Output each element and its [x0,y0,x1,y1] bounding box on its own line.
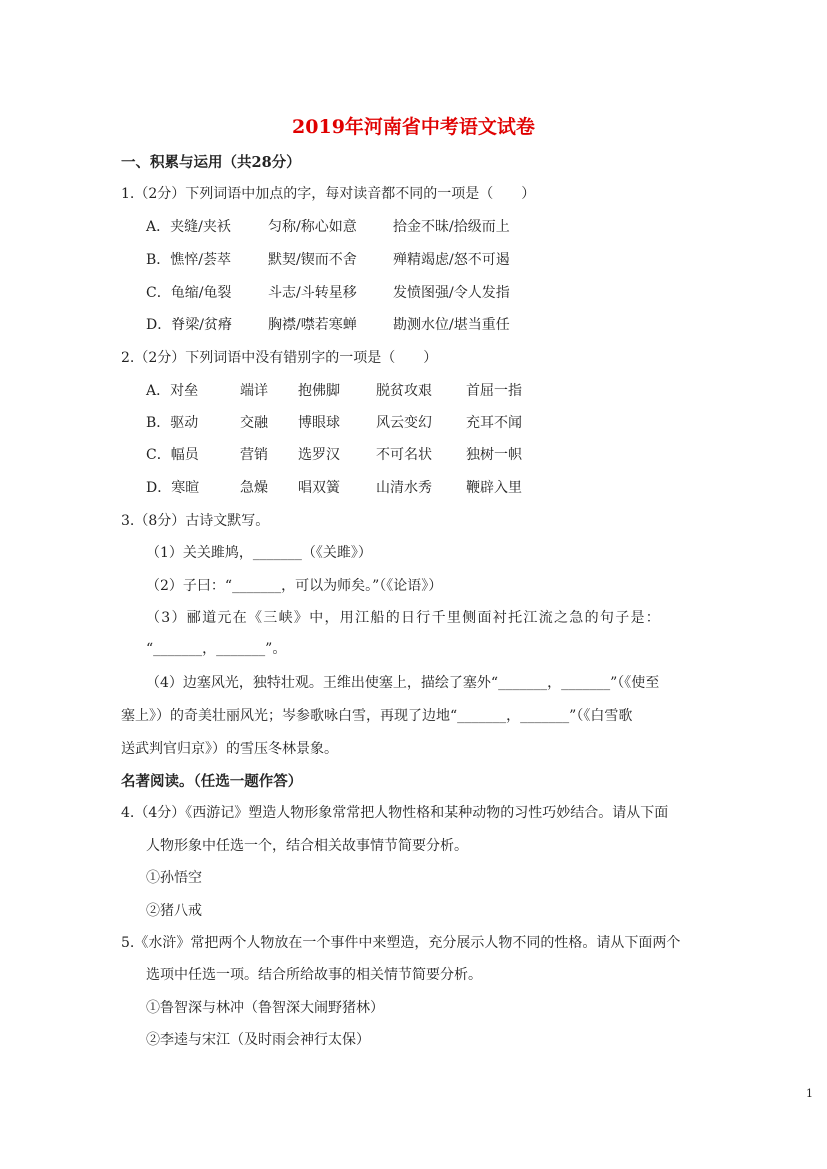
q2-option-b-word-2: 博眼球 [298,415,340,431]
q2-option-d-word-4: 鞭辟入里 [466,480,522,496]
q2-option-c-word-1: 营销 [240,447,268,463]
q2-option-a-word-4: 首屈一指 [466,383,522,399]
q1-option-d-label: D．脊梁/贫瘠 [146,317,232,333]
question-1-stem: 1.（2分）下列词语中加点的字，每对读音都不同的一项是（ ） [121,186,536,202]
q1-option-c-word-1: 斗志/斗转星移 [268,285,357,301]
question-3-stem: 3.（8分）古诗文默写。 [121,513,270,529]
question-3-item-2: （2）子曰：“_______，可以为师矣。”（《论语》） [146,578,443,594]
q2-option-a-word-2: 抱佛脚 [298,383,340,399]
q2-option-c-word-2: 选罗汉 [298,447,340,463]
question-4-stem-line-1: 4.（4分）《西游记》塑造人物形象常常把人物性格和某种动物的习性巧妙结合。请从下面 [121,805,669,821]
q2-option-b-word-4: 充耳不闻 [466,415,522,431]
q2-option-c-label: C．幅员 [146,447,199,463]
q2-option-b-word-3: 风云变幻 [376,415,432,431]
question-5-option-1: ①鲁智深与林冲（鲁智深大闹野猪林） [146,1000,384,1016]
q1-option-d-word-1: 胸襟/噤若寒蝉 [268,317,357,333]
document-title: 2019年河南省中考语文试卷 [292,116,535,138]
q2-option-a-word-3: 脱贫攻艰 [376,383,432,399]
question-2-stem: 2.（2分）下列词语中没有错别字的一项是（ ） [121,350,438,366]
q2-option-d-word-2: 唱双簧 [298,480,340,496]
page-number: 1 [806,1087,813,1100]
q1-option-b-label: B．憔悴/荟萃 [146,252,232,268]
question-5-stem-line-1: 5.《水浒》常把两个人物放在一个事件中来塑造，充分展示人物不同的性格。请从下面两个 [121,935,681,951]
q2-option-d-word-3: 山清水秀 [376,480,432,496]
section-heading-1: 一、积累与运用（共28分） [121,154,301,171]
question-4-stem-line-2: 人物形象中任选一个，结合相关故事情节简要分析。 [146,838,468,854]
q1-option-a-word-2: 拾金不昧/拾级而上 [393,219,510,235]
question-5-stem-line-2: 选项中任选一项。结合所给故事的相关情节简要分析。 [146,967,482,983]
q2-option-a-word-1: 端详 [240,383,268,399]
q2-option-c-word-3: 不可名状 [376,447,432,463]
q2-option-a-label: A．对垒 [146,383,199,399]
q1-option-b-word-1: 默契/锲而不舍 [268,252,357,268]
q1-option-c-word-2: 发愤图强/令人发指 [393,285,510,301]
question-5-option-2: ②李逵与宋江（及时雨会神行太保） [146,1032,370,1048]
q2-option-c-word-4: 独树一帜 [466,447,522,463]
q1-option-a-word-1: 匀称/称心如意 [268,219,357,235]
question-3-item-4-line-3: 送武判官归京》）的雪压冬林景象。 [121,741,338,757]
q1-option-c-label: C．龟缩/龟裂 [146,285,232,301]
question-3-item-3-blanks: “_______，_______”。 [146,641,287,657]
question-3-item-4-line-1: （4）边塞风光，独特壮观。王维出使塞上，描绘了塞外“_______，_______”（《使至 [146,675,660,691]
q2-option-d-label: D．寒暄 [146,480,200,496]
question-3-item-3: （3）郦道元在《三峡》中，用江船的日行千里侧面衬托江流之急的句子是： [146,610,662,626]
q2-option-d-word-1: 急燥 [240,480,268,496]
question-3-item-4-line-2: 塞上》）的奇美壮丽风光；岑参歌咏白雪，再现了边地“_______，_______”（《白雪歌 [121,708,633,724]
question-4-option-2: ②猪八戒 [146,903,202,919]
question-3-item-1: （1）关关雎鸠，_______（《关雎》） [146,545,372,561]
q1-option-b-word-2: 殚精竭虑/怒不可遏 [393,252,510,268]
question-4-option-1: ①孙悟空 [146,870,202,886]
q2-option-b-word-1: 交融 [240,415,268,431]
q1-option-a-label: A．夹缝/夹袄 [146,219,231,235]
q2-option-b-label: B．驱动 [146,415,199,431]
section-heading-2: 名著阅读。（任选一题作答） [121,773,303,790]
q1-option-d-word-2: 勘测水位/堪当重任 [393,317,510,333]
